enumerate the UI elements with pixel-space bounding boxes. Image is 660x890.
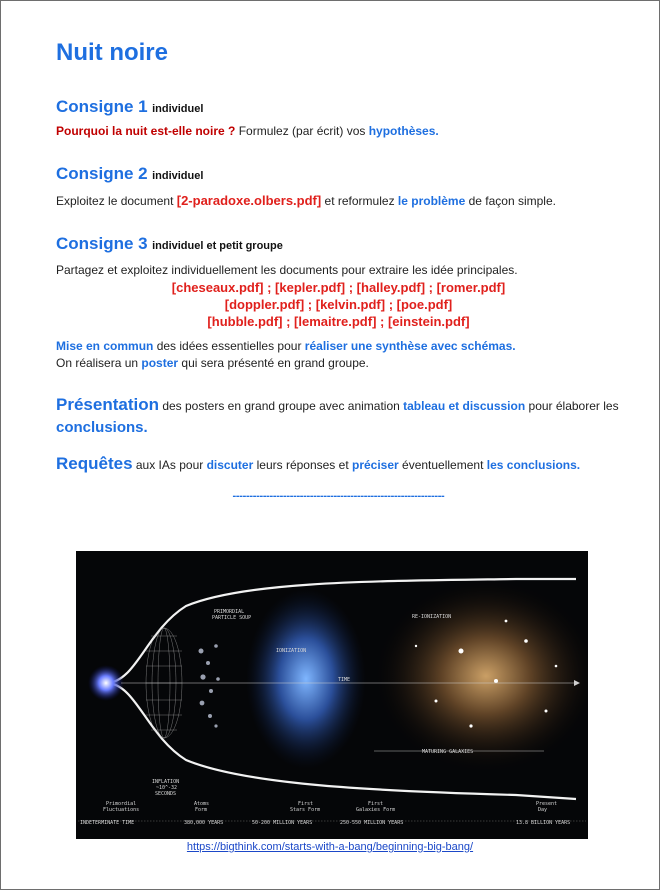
consigne-2-tag: individuel <box>152 170 204 182</box>
synthese-keyword: réaliser une synthèse avec schémas. <box>304 339 516 353</box>
doc-reference: [2-paradoxe.olbers.pdf] <box>176 193 322 208</box>
primordial-fluct-label-2: Fluctuations <box>103 807 140 813</box>
consigne-3-title: Consigne 3 <box>56 234 148 253</box>
first-galaxies-label: First <box>368 801 384 807</box>
consigne-1-heading <box>56 97 621 117</box>
conclusions-keyword: conclusions. <box>56 419 148 436</box>
consigne-1-text <box>56 123 621 140</box>
file-list-line: [hubble.pdf] ; [lemaitre.pdf] ; [einstein.pdf] <box>207 314 470 329</box>
mise-en-commun-keyword: Mise en commun <box>56 339 154 353</box>
timeline-250-550m: 250-550 MILLION YEARS <box>340 820 404 826</box>
page-title: Nuit noire <box>56 39 168 66</box>
document-file-list <box>1 279 660 330</box>
reionization-label: RE-IONIZATION <box>412 614 452 620</box>
atoms-form-label-2: Form <box>195 807 208 813</box>
section-divider: --------------------------------------------------------------- <box>232 490 445 502</box>
consigne-3-heading <box>56 234 621 254</box>
file-list-line: [doppler.pdf] ; [kelvin.pdf] ; [poe.pdf] <box>224 297 453 312</box>
presentation-t1: des posters en grand groupe avec animation <box>158 399 404 413</box>
presentation-title: Présentation <box>56 395 159 414</box>
consigne-2-heading <box>56 164 621 184</box>
requetes-t3: leurs réponses et <box>253 458 352 472</box>
timeline-380k: 380,000 YEARS <box>184 820 224 826</box>
consigne-1-tag: individuel <box>152 103 204 115</box>
timeline-indeterminate: INDETERMINATE TIME <box>80 820 135 826</box>
source-link[interactable]: https://bigthink.com/starts-with-a-bang/beginning-big-bang/ <box>186 841 474 853</box>
mise-en-commun-text <box>56 338 621 355</box>
first-stars-label: First <box>298 801 314 807</box>
first-galaxies-label-2: Galaxies Form <box>356 807 396 813</box>
ionization-label: IONIZATION <box>276 648 307 654</box>
primordial-soup-label: PRIMORDIAL <box>214 609 245 615</box>
consigne-2-t4: de façon simple. <box>465 194 556 208</box>
consigne-1-mid: Formulez (par écrit) vos <box>235 124 369 138</box>
poster-keyword: poster <box>141 356 179 370</box>
present-day-label: Present <box>536 801 558 807</box>
present-day-label-2: Day <box>538 807 548 813</box>
discuter-keyword: discuter <box>206 458 254 472</box>
primordial-soup-label-2: PARTICLE SOUP <box>212 615 252 621</box>
consigne-1-section <box>56 97 621 140</box>
requetes-t5: éventuellement <box>398 458 487 472</box>
universe-timeline-image <box>76 551 588 839</box>
preciser-keyword: préciser <box>351 458 399 472</box>
requetes-section <box>56 453 621 476</box>
consigne-2-title: Consigne 2 <box>56 164 148 183</box>
consigne-2-t2: et reformulez <box>321 194 398 208</box>
inflation-label: INFLATION <box>152 779 180 785</box>
consigne-3-tag: individuel et petit groupe <box>152 240 283 252</box>
document-body <box>56 37 621 502</box>
consigne-2-t1: Exploitez le document <box>56 194 177 208</box>
requetes-title: Requêtes <box>56 454 133 473</box>
presentation-t3: pour élaborer les <box>525 399 619 413</box>
timeline-50-200m: 50-200 MILLION YEARS <box>252 820 313 826</box>
consigne-3-intro: Partagez et exploitez individuellement les documents pour extraire les idée principales. <box>56 263 518 277</box>
inflation-label-3: SECONDS <box>155 791 177 797</box>
first-stars-label-2: Stars Form <box>290 807 321 813</box>
question-text: Pourquoi la nuit est-elle noire ? <box>56 124 236 138</box>
atoms-form-label: Atoms <box>194 801 210 807</box>
hypotheses-keyword: hypothèses. <box>368 124 439 138</box>
maturing-galaxies-label: MATURING GALAXIES <box>422 749 474 755</box>
consigne-1-title: Consigne 1 <box>56 97 148 116</box>
les-conclusions-keyword: les conclusions. <box>486 458 581 472</box>
tableau-keyword: tableau et discussion <box>403 399 526 413</box>
mise-en-commun-mid: des idées essentielles pour <box>153 339 305 353</box>
poster-text <box>56 355 621 372</box>
consigne-2-text <box>56 192 621 210</box>
primordial-fluct-label: Primordial <box>106 801 137 807</box>
universe-timeline-graphic <box>76 551 588 839</box>
inflation-label-2: ~10^-32 <box>156 785 178 791</box>
probleme-keyword: le problème <box>397 194 466 208</box>
requetes-t1: aux IAs pour <box>132 458 207 472</box>
consigne-3-section <box>56 234 621 372</box>
presentation-section <box>56 394 621 439</box>
time-label: TIME <box>338 677 351 683</box>
consigne-2-section <box>56 164 621 210</box>
poster-t1: On réalisera un <box>56 356 142 370</box>
poster-t3: qui sera présenté en grand groupe. <box>178 356 369 370</box>
timeline-13-8b: 13.8 BILLION YEARS <box>516 820 571 826</box>
file-list-line: [cheseaux.pdf] ; [kepler.pdf] ; [halley.pdf] ; [romer.pdf] <box>171 280 506 295</box>
